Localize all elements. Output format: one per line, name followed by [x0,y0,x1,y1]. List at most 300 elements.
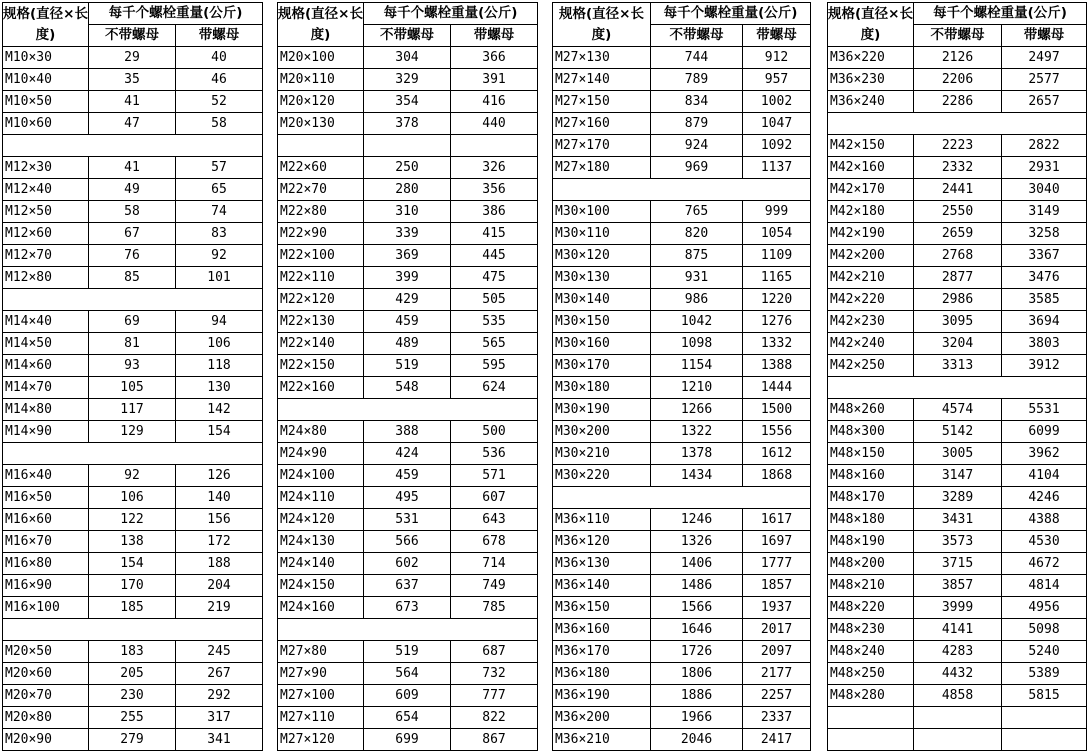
weight-with-nut-cell: 5531 [1002,399,1087,421]
with-nut-column-header: 带螺母 [176,25,263,47]
weight-with-nut-cell: 500 [451,421,538,443]
weight-no-nut-cell: 2550 [914,201,1002,223]
table-row [828,421,1087,443]
with-nut-column-header: 带螺母 [1002,25,1087,47]
table-row [828,91,1087,113]
spec-cell: M42×230 [828,311,914,333]
blank-separator-cell [3,619,263,641]
spec-cell: M42×160 [828,157,914,179]
spec-cell: M22×160 [278,377,364,399]
weight-no-nut-cell: 2046 [651,729,743,751]
spec-cell: M24×100 [278,465,364,487]
table-row [3,47,263,69]
weight-with-nut-cell: 130 [176,377,263,399]
table-row [3,355,263,377]
table-row [3,575,263,597]
table-row [828,707,1087,729]
spec-cell: M16×60 [3,509,89,531]
weight-with-nut-cell: 445 [451,245,538,267]
spec-cell: M16×40 [3,465,89,487]
weight-with-nut-cell: 1137 [743,157,811,179]
table-row [553,553,811,575]
table-row [553,377,811,399]
weight-with-nut-cell: 5815 [1002,685,1087,707]
weight-no-nut-cell: 1266 [651,399,743,421]
weight-no-nut-cell: 183 [89,641,176,663]
weight-with-nut-cell: 317 [176,707,263,729]
table-row [278,663,538,685]
table-row [278,509,538,531]
spec-cell: M27×90 [278,663,364,685]
spec-cell: M30×160 [553,333,651,355]
table-row [828,47,1087,69]
spec-cell [828,707,914,729]
table-row [828,69,1087,91]
weight-with-nut-cell: 204 [176,575,263,597]
spec-cell: M27×110 [278,707,364,729]
spec-cell: M20×130 [278,113,364,135]
weight-no-nut-cell: 154 [89,553,176,575]
weight-with-nut-cell: 83 [176,223,263,245]
weight-with-nut-cell: 1556 [743,421,811,443]
table-row [278,685,538,707]
spec-cell: M36×210 [553,729,651,751]
weight-with-nut-cell: 1777 [743,553,811,575]
weight-with-nut-cell: 4530 [1002,531,1087,553]
table-row [3,201,263,223]
spec-cell: M48×200 [828,553,914,575]
weight-no-nut-cell [364,135,451,157]
weight-with-nut-cell: 2657 [1002,91,1087,113]
spec-cell: M12×30 [3,157,89,179]
table-row [3,245,263,267]
weight-no-nut-cell: 609 [364,685,451,707]
weight-no-nut-cell: 4283 [914,641,1002,663]
weight-table-block-2 [277,2,538,751]
table-row [828,179,1087,201]
weight-with-nut-cell: 1047 [743,113,811,135]
spec-cell: M20×60 [3,663,89,685]
header-row [278,3,538,25]
table-row [3,157,263,179]
spec-column-header: 规格(直径×长度) [553,3,651,47]
weight-with-nut-cell: 3149 [1002,201,1087,223]
weight-no-nut-cell: 2206 [914,69,1002,91]
spec-cell: M12×50 [3,201,89,223]
table-row [553,311,811,333]
weight-with-nut-cell: 4246 [1002,487,1087,509]
weight-with-nut-cell: 3367 [1002,245,1087,267]
weight-no-nut-cell: 3289 [914,487,1002,509]
weight-no-nut-cell: 924 [651,135,743,157]
weight-no-nut-cell: 339 [364,223,451,245]
spec-cell: M36×140 [553,575,651,597]
table-row [828,619,1087,641]
spec-column-header: 规格(直径×长度) [278,3,364,47]
weight-table-block-1 [2,2,263,751]
weight-with-nut-cell: 4104 [1002,465,1087,487]
weight-no-nut-cell: 1726 [651,641,743,663]
table-row [553,113,811,135]
weight-no-nut-cell: 986 [651,289,743,311]
weight-with-nut-cell: 3476 [1002,267,1087,289]
table-row [553,333,811,355]
table-row [553,267,811,289]
weight-no-nut-cell: 1246 [651,509,743,531]
weight-with-nut-cell: 356 [451,179,538,201]
weight-no-nut-cell: 1098 [651,333,743,355]
table-row [828,399,1087,421]
spec-cell: M22×150 [278,355,364,377]
table-row [3,377,263,399]
weight-with-nut-cell: 957 [743,69,811,91]
weight-with-nut-cell: 106 [176,333,263,355]
table-row [828,553,1087,575]
table-row [828,443,1087,465]
spec-cell: M24×140 [278,553,364,575]
table-row [278,113,538,135]
no-nut-column-header: 不带螺母 [651,25,743,47]
table-row [3,399,263,421]
with-nut-column-header: 带螺母 [451,25,538,47]
weight-with-nut-cell: 126 [176,465,263,487]
weight-no-nut-cell: 3313 [914,355,1002,377]
weight-with-nut-cell: 58 [176,113,263,135]
table-row [278,223,538,245]
weight-with-nut-cell: 643 [451,509,538,531]
weight-with-nut-cell: 3040 [1002,179,1087,201]
weight-no-nut-cell: 92 [89,465,176,487]
spec-cell: M22×140 [278,333,364,355]
weight-with-nut-cell: 415 [451,223,538,245]
weight-no-nut-cell: 67 [89,223,176,245]
weight-no-nut-cell: 3204 [914,333,1002,355]
spec-cell: M36×240 [828,91,914,113]
weight-no-nut-cell: 170 [89,575,176,597]
weight-with-nut-cell: 94 [176,311,263,333]
weight-no-nut-cell: 1566 [651,597,743,619]
weight-table-block-4 [827,2,1087,751]
weight-no-nut-cell: 47 [89,113,176,135]
weight-with-nut-cell: 40 [176,47,263,69]
spec-cell: M36×190 [553,685,651,707]
table-row [828,597,1087,619]
group-separator-row [278,399,538,421]
weight-with-nut-cell: 777 [451,685,538,707]
weight-no-nut-cell: 879 [651,113,743,135]
weight-with-nut-cell: 624 [451,377,538,399]
spec-cell: M16×80 [3,553,89,575]
weight-no-nut-cell: 459 [364,311,451,333]
weight-no-nut-cell: 76 [89,245,176,267]
weight-with-nut-cell: 2097 [743,641,811,663]
spec-cell: M42×210 [828,267,914,289]
weight-no-nut-cell: 106 [89,487,176,509]
spec-cell: M10×40 [3,69,89,91]
spec-cell: M20×80 [3,707,89,729]
table-row [553,685,811,707]
table-row [278,47,538,69]
table-row [828,531,1087,553]
weight-no-nut-cell: 138 [89,531,176,553]
weight-with-nut-cell: 595 [451,355,538,377]
weight-no-nut-cell: 230 [89,685,176,707]
weight-no-nut-cell: 3431 [914,509,1002,531]
weight-no-nut-cell: 673 [364,597,451,619]
weight-no-nut-cell: 699 [364,729,451,751]
weight-with-nut-cell: 74 [176,201,263,223]
table-row [553,289,811,311]
spec-cell: M14×50 [3,333,89,355]
spec-cell: M14×80 [3,399,89,421]
weight-no-nut-cell: 969 [651,157,743,179]
weight-with-nut-cell: 1697 [743,531,811,553]
table-row [828,289,1087,311]
weight-no-nut-cell: 369 [364,245,451,267]
table-row [278,597,538,619]
weight-no-nut-cell: 3999 [914,597,1002,619]
spec-cell: M22×100 [278,245,364,267]
table-row [278,179,538,201]
spec-cell: M16×50 [3,487,89,509]
weight-with-nut-cell: 571 [451,465,538,487]
spec-cell: M24×90 [278,443,364,465]
spec-cell: M22×60 [278,157,364,179]
table-row [553,509,811,531]
group-separator-row [3,443,263,465]
weight-no-nut-cell: 280 [364,179,451,201]
table-row [3,267,263,289]
table-row [553,619,811,641]
weight-no-nut-cell: 41 [89,91,176,113]
weight-no-nut-cell: 875 [651,245,743,267]
weight-no-nut-cell: 489 [364,333,451,355]
weight-with-nut-cell: 142 [176,399,263,421]
spec-cell: M48×250 [828,663,914,685]
weight-no-nut-cell: 279 [89,729,176,751]
weight-no-nut-cell: 58 [89,201,176,223]
table-row [553,201,811,223]
weight-no-nut-cell: 566 [364,531,451,553]
weight-no-nut-cell: 122 [89,509,176,531]
weight-with-nut-cell: 3694 [1002,311,1087,333]
weight-with-nut-cell: 46 [176,69,263,91]
weight-no-nut-cell: 2223 [914,135,1002,157]
weight-with-nut-cell: 440 [451,113,538,135]
table-row [828,355,1087,377]
no-nut-column-header: 不带螺母 [364,25,451,47]
spec-cell: M24×160 [278,597,364,619]
spec-cell: M20×90 [3,729,89,751]
table-row [553,663,811,685]
weight-no-nut-cell: 548 [364,377,451,399]
spec-cell: M36×110 [553,509,651,531]
spec-cell: M22×70 [278,179,364,201]
table-row [278,267,538,289]
weight-no-nut-cell: 399 [364,267,451,289]
weight-no-nut-cell: 205 [89,663,176,685]
weight-with-nut-cell: 1220 [743,289,811,311]
weight-no-nut-cell: 931 [651,267,743,289]
spec-cell: M36×200 [553,707,651,729]
weight-with-nut-cell: 92 [176,245,263,267]
spec-cell: M24×150 [278,575,364,597]
spec-cell: M36×220 [828,47,914,69]
weight-group-header: 每千个螺栓重量(公斤) [89,3,263,25]
weight-no-nut-cell: 3095 [914,311,1002,333]
spec-cell: M20×100 [278,47,364,69]
weight-no-nut-cell: 3857 [914,575,1002,597]
weight-with-nut-cell: 1092 [743,135,811,157]
weight-no-nut-cell: 531 [364,509,451,531]
spec-cell: M36×150 [553,597,651,619]
weight-with-nut-cell: 1388 [743,355,811,377]
spec-column-header: 规格(直径×长度) [828,3,914,47]
weight-no-nut-cell: 250 [364,157,451,179]
header-row [553,3,811,25]
spec-cell: M42×170 [828,179,914,201]
weight-with-nut-cell: 154 [176,421,263,443]
spec-cell: M36×160 [553,619,651,641]
spec-cell: M27×120 [278,729,364,751]
weight-no-nut-cell: 637 [364,575,451,597]
spec-cell: M20×110 [278,69,364,91]
spec-column-header: 规格(直径×长度) [3,3,89,47]
table-row [278,465,538,487]
table-row [3,597,263,619]
spec-cell: M24×120 [278,509,364,531]
weight-with-nut-cell: 5389 [1002,663,1087,685]
weight-with-nut-cell: 3258 [1002,223,1087,245]
weight-with-nut-cell: 267 [176,663,263,685]
table-row [3,179,263,201]
blank-separator-cell [278,619,538,641]
header-row [828,3,1087,25]
blank-separator-cell [3,289,263,311]
table-row [553,135,811,157]
weight-with-nut-cell: 785 [451,597,538,619]
table-row [828,509,1087,531]
weight-with-nut-cell: 386 [451,201,538,223]
spec-cell: M42×220 [828,289,914,311]
weight-no-nut-cell: 765 [651,201,743,223]
weight-with-nut-cell: 4388 [1002,509,1087,531]
table-row [278,575,538,597]
blank-separator-cell [828,113,1087,135]
spec-cell: M30×120 [553,245,651,267]
spec-cell: M42×250 [828,355,914,377]
weight-no-nut-cell: 2441 [914,179,1002,201]
spec-cell: M30×150 [553,311,651,333]
table-row [278,421,538,443]
table-row [3,113,263,135]
table-row [828,333,1087,355]
weight-with-nut-cell: 1937 [743,597,811,619]
weight-with-nut-cell: 867 [451,729,538,751]
weight-with-nut-cell: 52 [176,91,263,113]
weight-no-nut-cell: 2126 [914,47,1002,69]
spec-cell: M42×200 [828,245,914,267]
no-nut-column-header: 不带螺母 [914,25,1002,47]
weight-no-nut-cell: 255 [89,707,176,729]
table-row [278,355,538,377]
spec-cell: M20×120 [278,91,364,113]
group-separator-row [3,289,263,311]
blank-separator-cell [553,179,811,201]
table-row [553,355,811,377]
weight-with-nut-cell: 2577 [1002,69,1087,91]
weight-with-nut-cell: 732 [451,663,538,685]
weight-with-nut-cell: 188 [176,553,263,575]
weight-no-nut-cell: 310 [364,201,451,223]
spec-cell: M48×260 [828,399,914,421]
group-separator-row [553,487,811,509]
weight-with-nut-cell: 1332 [743,333,811,355]
weight-no-nut-cell: 1210 [651,377,743,399]
weight-with-nut-cell: 912 [743,47,811,69]
weight-with-nut-cell: 714 [451,553,538,575]
spec-cell: M14×90 [3,421,89,443]
weight-no-nut-cell: 1154 [651,355,743,377]
table-row [828,201,1087,223]
weight-no-nut-cell: 5142 [914,421,1002,443]
table-row [828,487,1087,509]
weight-with-nut-cell: 2417 [743,729,811,751]
spec-cell: M36×230 [828,69,914,91]
weight-no-nut-cell: 29 [89,47,176,69]
weight-no-nut-cell: 49 [89,179,176,201]
spec-cell [278,135,364,157]
weight-with-nut-cell: 5098 [1002,619,1087,641]
table-row [553,465,811,487]
spec-cell: M48×170 [828,487,914,509]
blank-separator-cell [553,487,811,509]
spec-cell: M48×220 [828,597,914,619]
spec-cell: M10×50 [3,91,89,113]
table-row [3,333,263,355]
weight-with-nut-cell: 536 [451,443,538,465]
weight-with-nut-cell: 2497 [1002,47,1087,69]
group-separator-row [828,377,1087,399]
weight-with-nut-cell: 156 [176,509,263,531]
table-row [278,333,538,355]
weight-no-nut-cell: 3147 [914,465,1002,487]
weight-no-nut-cell: 1806 [651,663,743,685]
spec-cell: M42×180 [828,201,914,223]
weight-no-nut-cell: 129 [89,421,176,443]
spec-cell: M48×150 [828,443,914,465]
weight-no-nut-cell: 1322 [651,421,743,443]
weight-no-nut-cell: 1326 [651,531,743,553]
weight-with-nut-cell: 2822 [1002,135,1087,157]
spec-cell: M12×80 [3,267,89,289]
spec-cell: M42×150 [828,135,914,157]
table-row [278,553,538,575]
weight-no-nut-cell: 304 [364,47,451,69]
spec-cell: M22×90 [278,223,364,245]
spec-cell: M22×130 [278,311,364,333]
weight-with-nut-cell: 2017 [743,619,811,641]
spec-cell: M10×30 [3,47,89,69]
spec-cell: M48×280 [828,685,914,707]
weight-with-nut-cell: 4672 [1002,553,1087,575]
spec-cell: M30×110 [553,223,651,245]
table-row [828,223,1087,245]
weight-no-nut-cell: 1434 [651,465,743,487]
weight-group-header: 每千个螺栓重量(公斤) [651,3,811,25]
weight-with-nut-cell: 535 [451,311,538,333]
spec-cell: M48×230 [828,619,914,641]
